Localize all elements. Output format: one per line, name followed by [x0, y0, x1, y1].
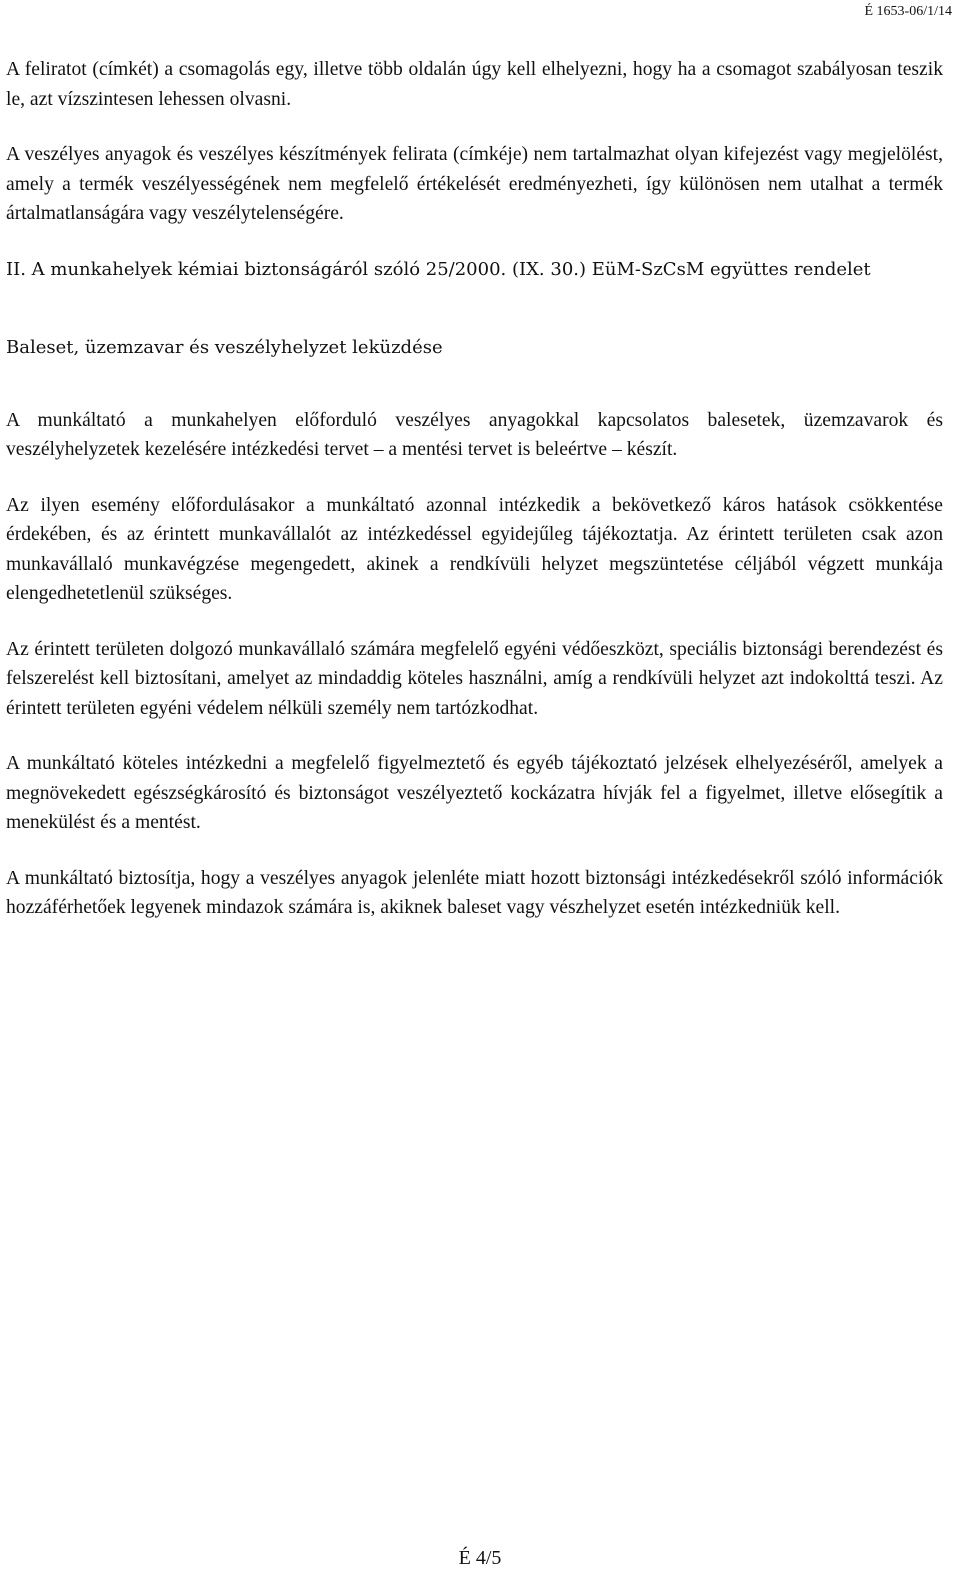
page-number: É 4/5 [458, 1547, 502, 1569]
document-body [6, 55, 943, 949]
paragraph-label-restrictions: A veszélyes anyagok és veszélyes készítmények felirata (címkéje) nem tartalmazhat olyan kifejezést vagy megjelölést, amely a termék veszélyességének nem megfelelő értékelését eredményezheti, így különösen nem utalhat a termék ártalmatlanságára vagy veszélytelenségére. [6, 144, 943, 224]
paragraph-emergency-plan: A munkáltató a munkahelyen előforduló veszélyes anyagokkal kapcsolatos balesetek, üzemzavarok és veszélyhelyzetek kezelésére intézkedési tervet – a mentési tervet is beleértve – készít. [6, 409, 943, 460]
section-heading: II. A munkahelyek kémiai biztonságáról szóló 25/2000. (IX. 30.) EüM-SzCsM együttes rendelet [6, 258, 871, 280]
paragraph-warning-signs: A munkáltató köteles intézkedni a megfelelő figyelmeztető és egyéb tájékoztató jelzések elhelyezéséről, amelyek a megnövekedett egészségkárosító és biztonságot veszélyeztető kockázatra hívják fel a figyelmet, illetve elősegítik a menekülést és a mentést. [6, 753, 943, 833]
paragraph-immediate-action: Az ilyen esemény előfordulásakor a munkáltató azonnal intézkedik a bekövetkező káros hatások csökkentése érdekében, és az érintett munkavállalót az intézkedéssel egyidejűleg tájékoztatja. Az érintett területen csak azon munkavállaló munkavégzése megengedett, akinek a rendkívüli helyzet megszüntetése céljából végzett munkája elengedhetetlenül szükséges. [6, 494, 943, 604]
paragraph-protective-equipment: Az érintett területen dolgozó munkavállaló számára megfelelő egyéni védőeszközt, speciális biztonsági berendezést és felszerelést kell biztosítani, amelyet az mindaddig köteles használni, amíg a rendkívüli helyzet azt indokolttá teszi. Az érintett területen egyéni védelem nélküli személy nem tartózkodhat. [6, 638, 943, 719]
section-subheading: Baleset, üzemzavar és veszélyhelyzet leküzdése [6, 336, 443, 358]
paragraph-information-access: A munkáltató biztosítja, hogy a veszélyes anyagok jelenléte miatt hozott biztonsági intézkedésekről szóló információk hozzáférhetőek legyenek mindazok számára is, akiknek baleset vagy vészhelyzet esetén intézkedniük kell. [6, 867, 943, 918]
paragraph-label-placement: A feliratot (címkét) a csomagolás egy, illetve több oldalán úgy kell elhelyezni, hogy ha a csomagot szabályosan teszik le, azt vízszintesen lehessen olvasni. [6, 59, 943, 110]
document-code: É 1653-06/1/14 [864, 4, 952, 19]
